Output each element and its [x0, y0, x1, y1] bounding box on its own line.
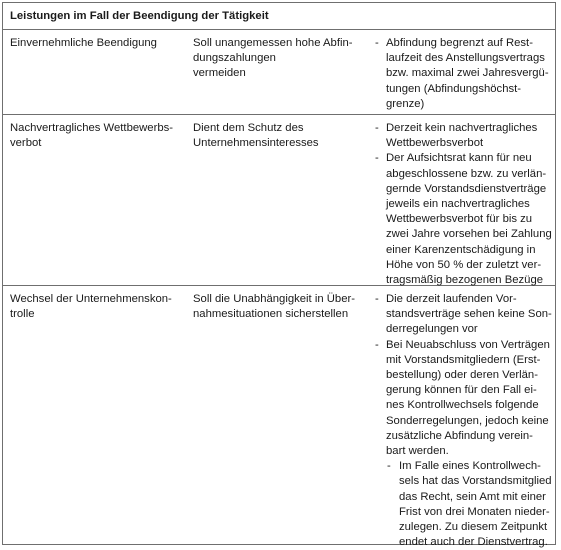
table-title: Leistungen im Fall der Beendigung der Tätigkeit	[10, 10, 269, 22]
bullet-line: Abfindung begrenzt auf Rest-	[386, 37, 533, 49]
bullet-line: derregelungen vor	[386, 323, 478, 336]
table-row-kontrollwechsel	[3, 286, 555, 549]
row-2-topic-cell	[10, 121, 185, 151]
bullet-line: Derzeit kein nachvertragliches	[386, 122, 538, 134]
row-3-details-cell	[373, 292, 553, 550]
row-3-purpose-line: Soll die Unabhängigkeit in Über-	[193, 293, 356, 305]
sub-bullet-item	[386, 459, 553, 550]
bullet-dash: -	[375, 122, 379, 134]
bullet-line: standsverträge sehen keine Son-	[386, 308, 552, 321]
bullet-line: gernde Vorstandsdienstverträge	[386, 182, 547, 195]
bullet-line: Wettbewerbsverbot	[386, 137, 484, 150]
bullet-line: laufzeit des Anstellungsvertrags	[386, 52, 545, 65]
table-row-einvernehmliche-beendigung	[3, 30, 555, 115]
sub-bullet-dash: -	[387, 460, 391, 473]
bullet-line: nes Kontrollwechsels folgende	[386, 399, 539, 412]
row-2-purpose-cell	[193, 121, 368, 151]
bullet-line: tungen (Abfindungshöchst-	[386, 82, 522, 95]
row-1-purpose-line: Soll unangemessen hohe Abfin-	[193, 37, 353, 49]
bullet-dash: -	[375, 152, 379, 165]
sub-bullet-line: endet auch der Dienstvertrag.	[399, 536, 548, 549]
table-header-row	[3, 3, 555, 30]
bullet-item	[373, 151, 553, 288]
row-3-topic-line: trolle	[10, 308, 35, 321]
bullet-line: bart werden.	[386, 445, 449, 458]
row-2-topic-line: verbot	[10, 137, 42, 150]
bullet-item	[373, 36, 553, 112]
row-1-details-cell	[373, 36, 553, 112]
bullet-line: Wettbewerbsverbot für bis zu	[386, 213, 533, 226]
bullet-line: zwei Jahre vorsehen bei Zahlung	[386, 228, 552, 241]
row-2-purpose-line: Unternehmensinteresses	[193, 137, 319, 150]
sub-bullet-line: das Recht, sein Amt mit einer	[399, 490, 546, 503]
bullet-item	[373, 121, 553, 151]
row-2-purpose-line: Dient dem Schutz des	[193, 122, 304, 134]
row-3-purpose-line: nahmesituationen sicherstellen	[193, 308, 349, 321]
row-3-topic-line: Wechsel der Unternehmenskon-	[10, 293, 172, 305]
bullet-line: einer Karenzentschädigung in	[386, 243, 536, 256]
sub-bullet-line: Im Falle eines Kontrollwech-	[399, 460, 541, 473]
sub-bullet-line: sels hat das Vorstandsmitglied	[399, 475, 552, 488]
bullet-line: gerung können für den Fall ei-	[386, 384, 537, 397]
bullet-item	[373, 292, 553, 338]
sub-bullet-line: zulegen. Zu diesem Zeitpunkt	[399, 521, 548, 534]
bullet-line: zusätzliche Abfindung verein-	[386, 429, 533, 442]
row-1-purpose-line: dungszahlungen	[193, 52, 276, 65]
bullet-line: jeweils ein nachvertragliches	[386, 198, 530, 211]
row-2-details-cell	[373, 121, 553, 288]
row-1-topic-line: Einvernehmliche Beendigung	[10, 37, 157, 49]
row-3-purpose-cell	[193, 292, 368, 322]
bullet-line: grenze)	[386, 97, 425, 110]
bullet-line: bzw. maximal zwei Jahresvergü-	[386, 67, 549, 80]
row-1-purpose-line: vermeiden	[193, 67, 246, 80]
bullet-line: mit Vorstandsmitgliedern (Erst-	[386, 353, 541, 366]
row-1-topic-cell	[10, 36, 185, 51]
bullet-line: Die derzeit laufenden Vor-	[386, 293, 517, 305]
sub-bullet-line: Frist von drei Monaten nieder-	[399, 505, 550, 518]
row-3-topic-cell	[10, 292, 185, 322]
row-2-topic-line: Nachvertragliches Wettbewerbs-	[10, 122, 174, 134]
bullet-dash: -	[375, 293, 379, 305]
bullet-dash: -	[375, 338, 379, 351]
table-row-wettbewerbsverbot	[3, 115, 555, 286]
bullet-line: bestellung) oder deren Verlän-	[386, 369, 538, 382]
compensation-table	[2, 2, 556, 549]
bullet-item	[373, 338, 553, 550]
row-1-purpose-cell	[193, 36, 368, 82]
bullet-line: Der Aufsichtsrat kann für neu	[386, 152, 532, 165]
bullet-line: tragsmäßig bezogenen Bezüge	[386, 274, 544, 287]
bullet-line: abgeschlossene bzw. zu verlän-	[386, 167, 547, 180]
bullet-dash: -	[375, 37, 379, 49]
bullet-line: Bei Neuabschluss von Verträgen	[386, 338, 550, 351]
bullet-line: Höhe von 50 % der zuletzt ver-	[386, 258, 542, 271]
bullet-line: Sonderregelungen, jedoch keine	[386, 414, 549, 427]
